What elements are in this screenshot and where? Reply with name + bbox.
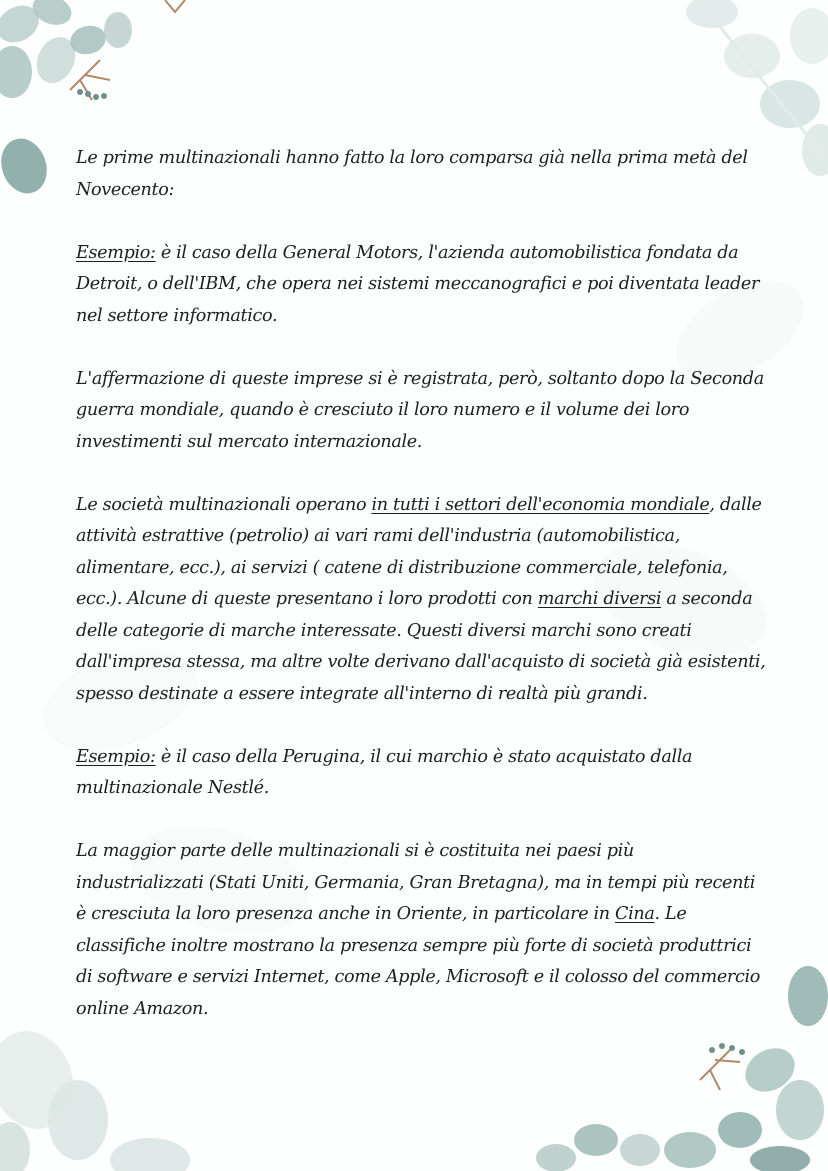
text-run: Le prime multinazionali hanno fatto la loro comparsa già nella prima metà del Novecento:: [76, 148, 748, 200]
text-run: , dalle attività estrattive (petrolio) ai vari rami dell'industria (automobilistica, alimentare, ecc.), ai servizi ( catene di distribuzione commerciale, telefonia, ecc.). Alcune di queste presentano i loro prodotti con: [76, 494, 762, 609]
underlined-text: marchi diversi: [537, 589, 662, 609]
paragraph-6: [76, 836, 766, 1025]
text-run: a seconda delle categorie di marche interessate. Questi diversi marchi sono creati dall'impresa stessa, ma altre volte derivano dall'acquisto di società già esistenti, spesso destinate a essere integrate all'interno di realtà più grandi.: [76, 589, 766, 704]
underlined-text: Cina: [615, 904, 655, 924]
paragraph-1: [76, 143, 766, 206]
text-run: L'affermazione di queste imprese si è registrata, però, soltanto dopo la Seconda guerra mondiale, quando è cresciuto il loro numero e il volume dei loro investimenti sul mercato internazionale.: [76, 368, 764, 452]
underlined-text: in tutti i settori dell'economia mondiale: [371, 494, 710, 515]
text-run: è il caso della General Motors, l'azienda automobilistica fondata da Detroit, o dell'IBM, che opera nei sistemi meccanografici e poi diventata leader nel settore informatico.: [76, 242, 760, 326]
document-body: [76, 143, 766, 1057]
paragraph-4: [76, 490, 766, 711]
paragraph-2: [76, 238, 766, 333]
underlined-text: Esempio:: [76, 242, 156, 263]
underlined-text: Esempio:: [76, 746, 156, 767]
paragraph-3: [76, 364, 766, 459]
text-run: è il caso della Perugina, il cui marchio è stato acquistato dalla multinazionale Nestlé.: [76, 746, 693, 798]
paragraph-5: [76, 742, 766, 805]
text-run: Le società multinazionali operano: [76, 494, 372, 515]
text-run: . Le classifiche inoltre mostrano la presenza sempre più forte di società produttrici di software e servizi Internet, come Apple, Microsoft e il colosso del commercio online Amazon.: [76, 904, 760, 1019]
text-run: La maggior parte delle multinazionali si è costituita nei paesi più industrializzati (Stati Uniti, Germania, Gran Bretagna), ma in tempi più recenti è cresciuta la loro presenza anche in Oriente, in particolare in: [76, 841, 756, 924]
